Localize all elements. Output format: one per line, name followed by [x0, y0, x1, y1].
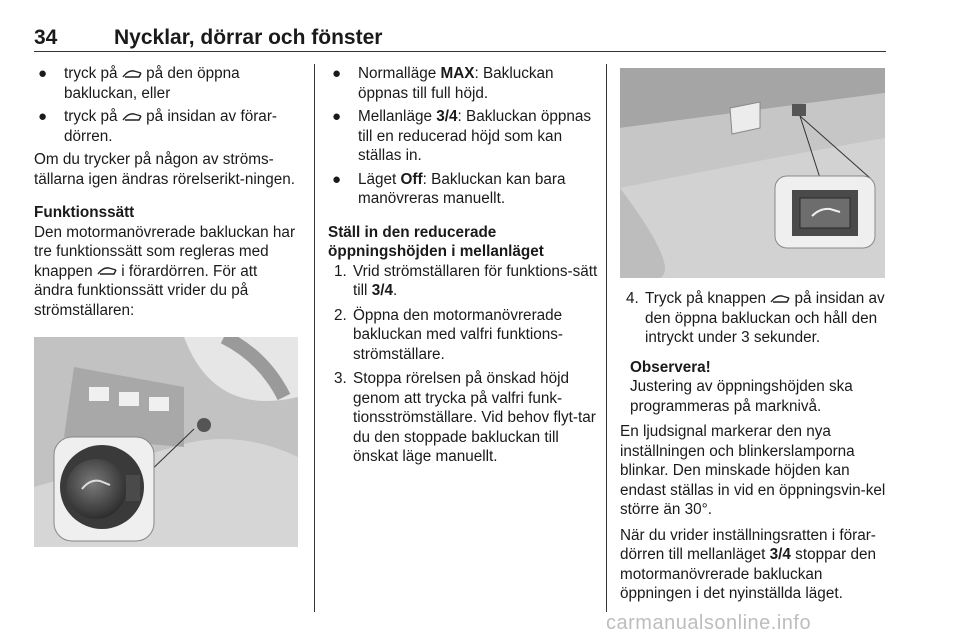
paragraph: Om du trycker på någon av ströms-tällarna igen ändras rörelserikt-ningen. — [34, 151, 296, 188]
bullet-icon: ● — [38, 65, 48, 82]
list-item: ● tryck på på insidan av förar-dörren. — [38, 108, 278, 145]
list-item: 2. Öppna den motormanövrerade bakluckan med valfri funktions-strömställare. — [334, 306, 564, 363]
section-heading: Funktionssätt — [34, 204, 135, 221]
note-title: Observera! — [630, 358, 711, 376]
header-divider — [34, 51, 886, 52]
bullet-icon: ● — [38, 108, 48, 125]
column-right — [620, 289, 888, 610]
liftgate-switch-illustration — [620, 68, 885, 278]
bullet-icon: ● — [332, 170, 342, 188]
list-item: 1. Vrid strömställaren för funktions-sätt till 3/4. — [334, 262, 598, 299]
paragraph: Den motormanövrerade bakluckan har tre funktionssätt som regleras med knappen i förardörren. För att ändra funktionssätt vrider du på strömställaren: — [34, 223, 296, 319]
page-header — [34, 26, 886, 54]
bullet-icon: ● — [332, 65, 342, 82]
column-divider — [314, 64, 315, 612]
liftgate-icon — [122, 112, 142, 122]
section-heading: Ställ in den reducerade öppningshöjden i mellanläget — [328, 223, 544, 260]
liftgate-icon — [770, 294, 790, 304]
column-divider — [606, 64, 607, 612]
bullet-icon: ● — [332, 108, 342, 125]
column-middle — [328, 64, 598, 472]
list-item: ● Mellanläge 3/4: Bakluckan öppnas till en reducerad höjd som kan ställas in. — [332, 108, 592, 164]
note-text: Justering av öppningshöjden ska programmeras på marknivå. — [630, 378, 853, 415]
liftgate-icon — [97, 266, 117, 276]
list-item: 3. Stoppa rörelsen på önskad höjd genom att trycka på valfri funk-tionsströmställare. Vid behov flyt-tar du den stoppade bakluckan till önskat läge manuellt. — [334, 370, 596, 465]
column-left — [34, 64, 300, 326]
note-box — [630, 358, 888, 417]
page-number: 34 — [34, 26, 58, 49]
list-item: ● Läget Off: Bakluckan kan bara manövreras manuellt. — [332, 170, 566, 207]
paragraph: En ljudsignal markerar den nya inställningen och blinkerslamporna blinkar. Den minskade höjden kan endast ställas in vid en öppningsvin-kel större än 30°. — [620, 423, 886, 518]
page-title: Nycklar, dörrar och fönster — [114, 26, 383, 49]
watermark: carmanualsonline.info — [606, 612, 812, 634]
list-item: 4. Tryck på knappen på insidan av den öppna bakluckan och håll den intryckt under 3 sekunder. — [626, 290, 885, 346]
door-switch-illustration — [34, 337, 298, 547]
liftgate-icon — [122, 69, 142, 79]
list-item: ● tryck på på den öppna bakluckan, eller — [38, 65, 240, 102]
list-item: ● Normalläge MAX: Bakluckan öppnas till full höjd. — [332, 65, 554, 102]
paragraph: När du vrider inställningsratten i förar-dörren till mellanläget 3/4 stoppar den motormanövrerade bakluckan öppningen i det nyinställda läget. — [620, 526, 876, 602]
